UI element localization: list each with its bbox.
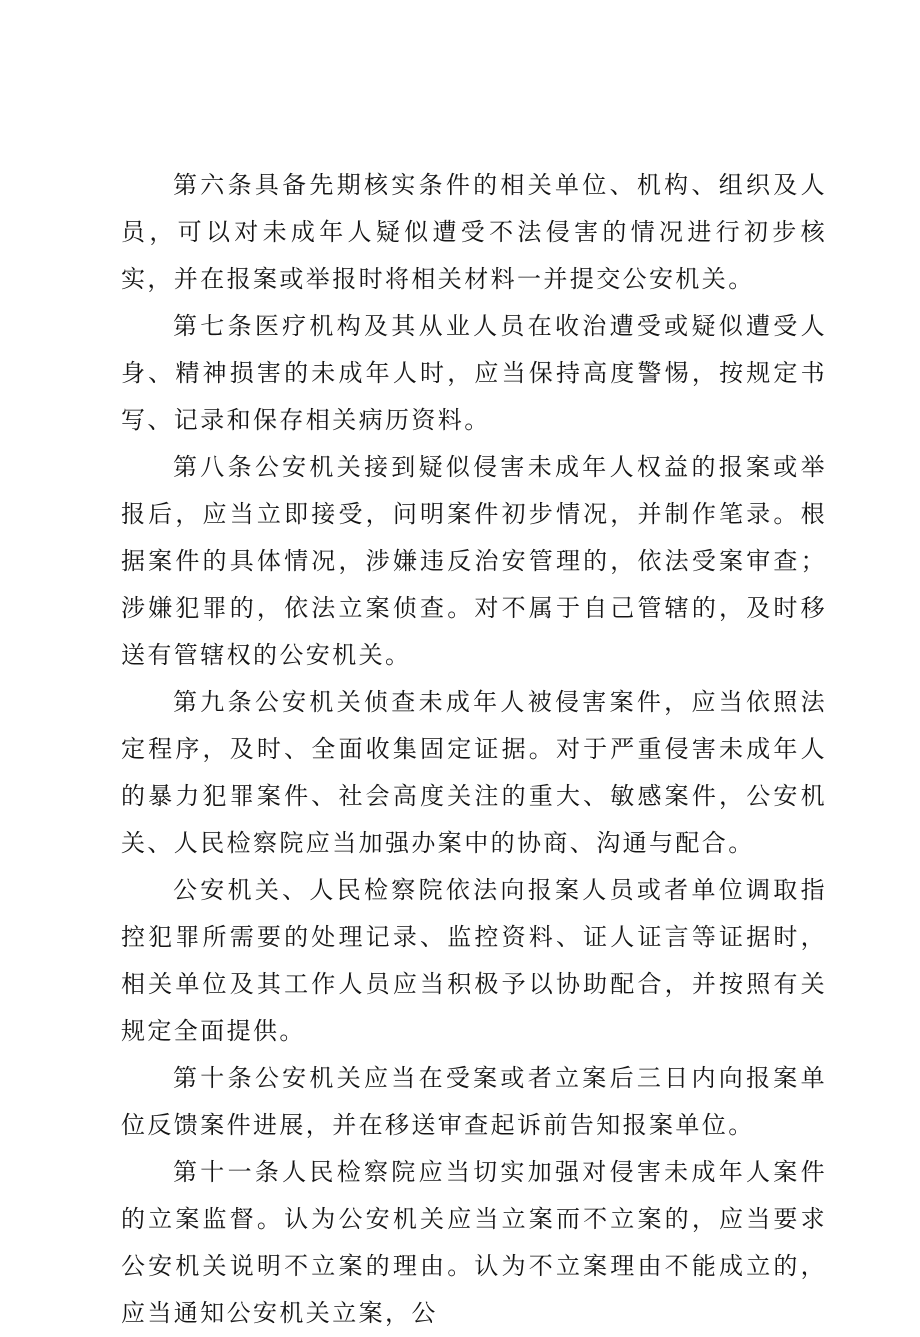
article-7-paragraph: 第七条医疗机构及其从业人员在收治遭受或疑似遭受人身、精神损害的未成年人时，应当保持高度警惕，按规定书写、记录和保存相关病历资料。 [121, 312, 827, 434]
document-body [121, 162, 827, 1337]
article-11-paragraph: 第十一条人民检察院应当切实加强对侵害未成年人案件的立案监督。认为公安机关应当立案而不立案的，应当要求公安机关说明不立案的理由。认为不立案理由不能成立的，应当通知公安机关立案，公 [121, 1158, 827, 1327]
article-6-paragraph: 第六条具备先期核实条件的相关单位、机构、组织及人员，可以对未成年人疑似遭受不法侵害的情况进行初步核实，并在报案或举报时将相关材料一并提交公安机关。 [121, 171, 827, 293]
article-9-paragraph: 第九条公安机关侦查未成年人被侵害案件，应当依照法定程序，及时、全面收集固定证据。对于严重侵害未成年人的暴力犯罪案件、社会高度关注的重大、敏感案件，公安机关、人民检察院应当加强办案中的协商、沟通与配合。 [121, 688, 827, 857]
article-9-continuation-paragraph: 公安机关、人民检察院依法向报案人员或者单位调取指控犯罪所需要的处理记录、监控资料、证人证言等证据时，相关单位及其工作人员应当积极予以协助配合，并按照有关规定全面提供。 [121, 876, 827, 1045]
article-10-paragraph: 第十条公安机关应当在受案或者立案后三日内向报案单位反馈案件进展，并在移送审查起诉前告知报案单位。 [121, 1064, 827, 1139]
article-8-paragraph: 第八条公安机关接到疑似侵害未成年人权益的报案或举报后，应当立即接受，问明案件初步情况，并制作笔录。根据案件的具体情况，涉嫌违反治安管理的，依法受案审查；涉嫌犯罪的，依法立案侦查。对不属于自己管辖的，及时移送有管辖权的公安机关。 [121, 453, 827, 669]
